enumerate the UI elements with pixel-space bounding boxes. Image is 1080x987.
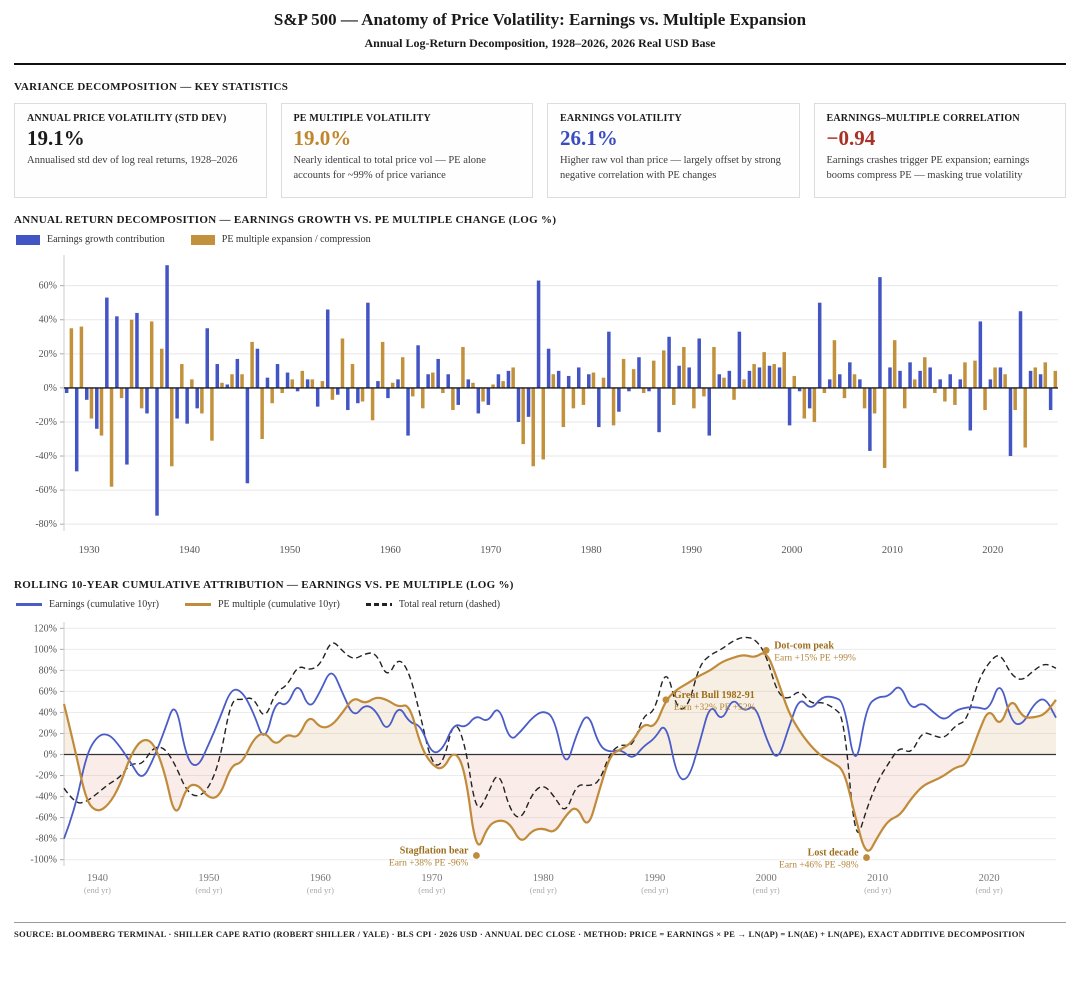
svg-text:1930: 1930: [78, 545, 100, 556]
stat-desc: Nearly identical to total price vol — PE alone accounts for ~99% of price variance: [293, 155, 486, 182]
svg-text:2020: 2020: [978, 873, 1000, 884]
svg-text:(end yr): (end yr): [975, 885, 1003, 895]
footer-rule: [14, 922, 1066, 923]
svg-text:1980: 1980: [580, 545, 602, 556]
bars-pe: [70, 320, 1057, 487]
line-chart-legend: [16, 599, 1066, 610]
legend-swatch-pe-line: [185, 603, 211, 606]
svg-text:60%: 60%: [38, 280, 57, 292]
legend-item-pe: PE multiple expansion / compression: [191, 234, 371, 245]
svg-text:40%: 40%: [38, 707, 57, 719]
svg-text:60%: 60%: [38, 686, 57, 698]
stats-section-title: VARIANCE DECOMPOSITION — KEY STATISTICS: [14, 81, 289, 93]
svg-text:2010: 2010: [867, 873, 889, 884]
annotation-marker: [473, 852, 480, 859]
svg-text:20%: 20%: [38, 348, 57, 360]
stat-value: 19.1%: [27, 126, 85, 150]
stat-label: PE MULTIPLE VOLATILITY: [293, 113, 431, 124]
annotation-marker: [863, 854, 870, 861]
footer-source-line: SOURCE: BLOOMBERG TERMINAL · SHILLER CAPE RATIO (ROBERT SHILLER / YALE) · BLS CPI · 2026 USD · ANNUAL DEC CLOSE · METHOD: PRICE = EARNINGS × PE → LN(ΔP) = LN(ΔE) + LN(ΔPE), EXACT ADDITIVE DECOMPOSITION: [14, 929, 1025, 939]
stat-card-price-volatility: [14, 103, 267, 198]
stat-value: 19.0%: [293, 126, 352, 150]
svg-text:-20%: -20%: [35, 416, 57, 428]
svg-text:-100%: -100%: [30, 854, 57, 866]
bar-chart-legend: [16, 234, 1066, 245]
bar-chart-section: [14, 214, 1066, 563]
svg-text:-40%: -40%: [35, 451, 57, 463]
svg-text:Earn +46% PE -98%: Earn +46% PE -98%: [779, 860, 859, 871]
svg-text:40%: 40%: [38, 314, 57, 326]
svg-text:1970: 1970: [421, 873, 443, 884]
line-chart-section: [14, 579, 1066, 908]
rolling-attribution-line-chart: [14, 612, 1066, 908]
svg-text:1950: 1950: [198, 873, 220, 884]
stat-label: EARNINGS VOLATILITY: [560, 113, 682, 124]
svg-text:Lost decade: Lost decade: [807, 847, 859, 859]
header-rule: [14, 63, 1066, 65]
svg-text:(end yr): (end yr): [752, 885, 780, 895]
legend-item-total-line: Total real return (dashed): [366, 599, 500, 610]
svg-text:-40%: -40%: [35, 791, 57, 803]
legend-item-earnings: Earnings growth contribution: [16, 234, 165, 245]
svg-text:1950: 1950: [279, 545, 301, 556]
svg-text:20%: 20%: [38, 728, 57, 740]
svg-text:120%: 120%: [33, 623, 57, 635]
svg-text:1940: 1940: [179, 545, 201, 556]
stat-label: EARNINGS–MULTIPLE CORRELATION: [826, 113, 1020, 124]
line-chart-title: ROLLING 10-YEAR CUMULATIVE ATTRIBUTION — EARNINGS VS. PE MULTIPLE (LOG %): [14, 579, 514, 591]
report-header: [14, 0, 1066, 65]
svg-text:1970: 1970: [480, 545, 502, 556]
svg-text:0%: 0%: [43, 382, 57, 394]
svg-text:2010: 2010: [881, 545, 903, 556]
svg-text:(end yr): (end yr): [418, 885, 446, 895]
report-page: [14, 0, 1066, 939]
stat-value: 26.1%: [560, 126, 618, 150]
svg-text:(end yr): (end yr): [864, 885, 892, 895]
svg-text:1980: 1980: [532, 873, 554, 884]
svg-text:(end yr): (end yr): [195, 885, 223, 895]
svg-text:1990: 1990: [681, 545, 703, 556]
bar-chart-title: ANNUAL RETURN DECOMPOSITION — EARNINGS GROWTH VS. PE MULTIPLE CHANGE (LOG %): [14, 214, 557, 226]
page-title: S&P 500 — Anatomy of Price Volatility: Earnings vs. Multiple Expansion: [273, 10, 807, 29]
stat-value: −0.94: [826, 126, 876, 150]
stat-cards-row: [14, 103, 1066, 198]
svg-text:-80%: -80%: [35, 833, 57, 845]
svg-text:-60%: -60%: [35, 812, 57, 824]
svg-text:Dot-com peak: Dot-com peak: [774, 640, 834, 652]
svg-text:80%: 80%: [38, 665, 57, 677]
legend-swatch-pe: [191, 235, 215, 245]
svg-text:1960: 1960: [309, 873, 331, 884]
stat-card-pe-volatility: [281, 103, 534, 198]
stat-desc: Higher raw vol than price — largely offset by strong negative correlation with PE changes: [560, 155, 781, 182]
svg-text:-20%: -20%: [35, 770, 57, 782]
svg-text:1960: 1960: [379, 545, 401, 556]
pe-fill-negative: [64, 653, 1056, 850]
svg-text:(end yr): (end yr): [83, 885, 112, 895]
stat-card-correlation: [814, 103, 1067, 198]
svg-text:Earn +32% PE +52%: Earn +32% PE +52%: [673, 702, 756, 713]
stat-card-earnings-volatility: [547, 103, 800, 198]
svg-text:Stagflation bear: Stagflation bear: [399, 845, 469, 857]
svg-text:2020: 2020: [982, 545, 1004, 556]
svg-text:0%: 0%: [43, 749, 57, 761]
line-chart-plot: [30, 622, 1056, 895]
legend-item-pe-line: PE multiple (cumulative 10yr): [185, 599, 340, 610]
svg-text:(end yr): (end yr): [306, 885, 334, 895]
svg-text:Earn +38% PE -96%: Earn +38% PE -96%: [388, 858, 469, 869]
annual-decomposition-bar-chart: [14, 247, 1066, 563]
stat-desc: Annualised std dev of log real returns, 1928–2026: [27, 155, 238, 167]
svg-text:Great Bull 1982-91: Great Bull 1982-91: [673, 689, 755, 701]
svg-text:2000: 2000: [781, 545, 803, 556]
bar-chart-plot: [35, 255, 1058, 556]
svg-text:100%: 100%: [33, 644, 57, 656]
svg-text:(end yr): (end yr): [529, 885, 557, 895]
svg-text:-60%: -60%: [35, 485, 57, 497]
legend-swatch-earnings: [16, 235, 40, 245]
svg-text:2000: 2000: [755, 873, 777, 884]
svg-text:1990: 1990: [644, 873, 666, 884]
svg-text:1940: 1940: [86, 873, 108, 884]
annotation-marker: [763, 647, 770, 654]
legend-swatch-total-line: [366, 603, 392, 606]
annotation-marker: [662, 696, 669, 703]
svg-text:Earn +15% PE +99%: Earn +15% PE +99%: [774, 653, 856, 664]
legend-item-earnings-line: Earnings (cumulative 10yr): [16, 599, 159, 610]
svg-text:(end yr): (end yr): [641, 885, 669, 895]
stat-desc: Earnings crashes trigger PE expansion; earnings booms compress PE — masking true volatility: [826, 155, 1030, 182]
stat-label: ANNUAL PRICE VOLATILITY (STD DEV): [27, 113, 227, 124]
svg-text:-80%: -80%: [35, 519, 57, 531]
page-subtitle: Annual Log-Return Decomposition, 1928–2026, 2026 Real USD Base: [364, 36, 716, 50]
legend-swatch-earnings-line: [16, 603, 42, 606]
